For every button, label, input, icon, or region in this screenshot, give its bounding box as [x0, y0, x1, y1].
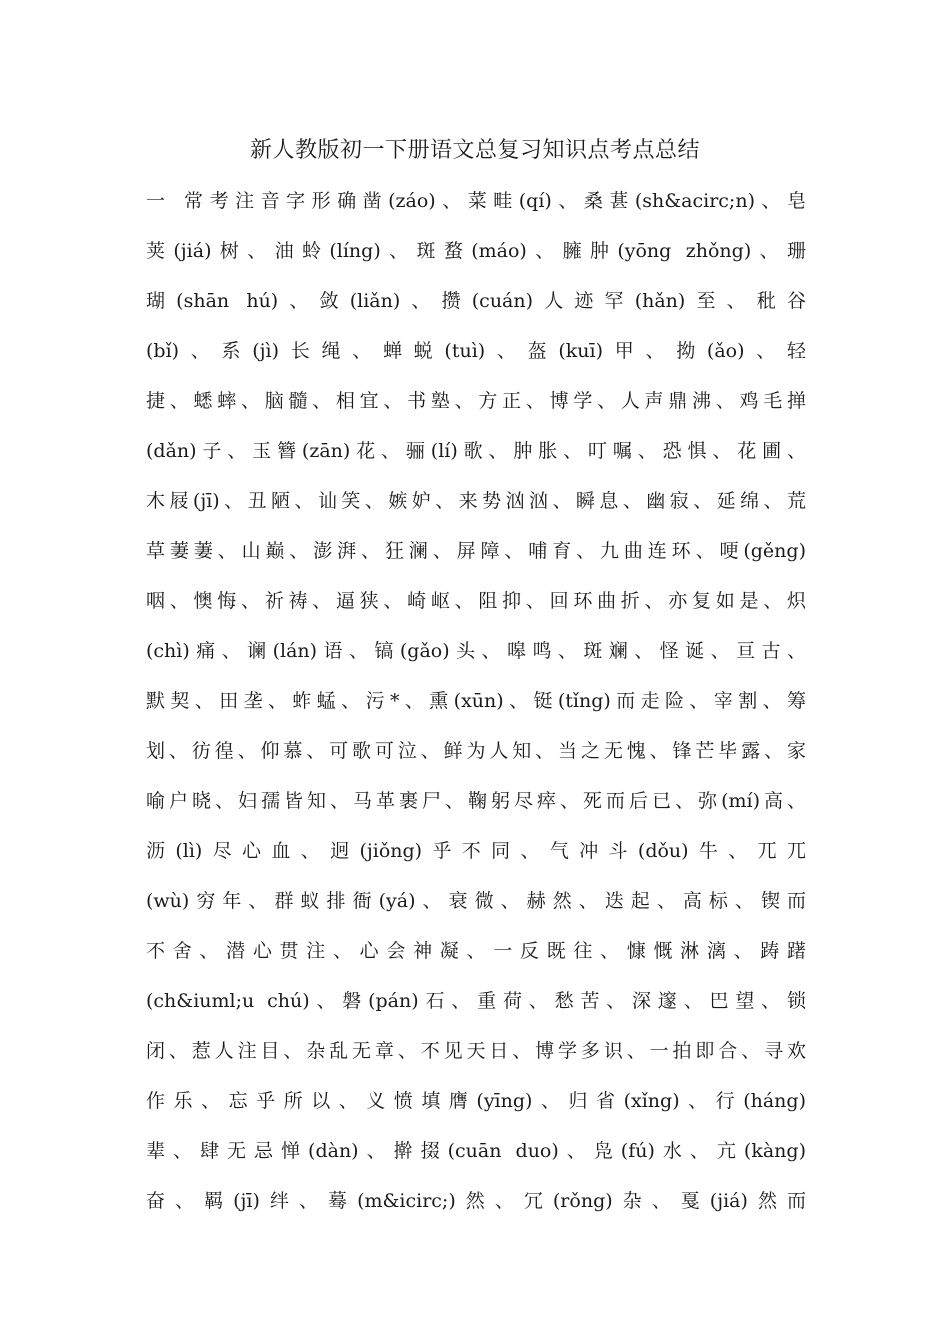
- text-line: 闭、惹人注目、杂乱无章、不见天日、博学多识、一拍即合、寻欢: [146, 1040, 806, 1062]
- text-line: 辈、肆无忌惮(dàn)、擀掇(cuān duo)、凫(fú)水、亢(kàng): [146, 1140, 806, 1162]
- document-title: 新人教版初一下册语文总复习知识点考点总结: [249, 138, 700, 163]
- text-line: 不舍、潜心贯注、心会神凝、一反既往、慷慨淋漓、踌躇: [146, 940, 806, 962]
- text-line: (dǎn)子、玉簪(zān)花、骊(lí)歌、肿胀、叮嘱、恐惧、花圃、: [146, 440, 806, 462]
- text-line: (bǐ)、系(jì)长绳、蝉蜕(tuì)、盔(kuī)甲、拗(ǎo)、轻: [146, 340, 806, 362]
- text-line: (wù)穷年、群蚁排衙(yá)、衰微、赫然、迭起、高标、锲而: [146, 890, 806, 912]
- text-line: (chì)痛、谰(lán)语、镐(gǎo)头、嗥鸣、斑斓、怪诞、亘古、: [146, 640, 806, 662]
- text-line: 沥(lì)尽心血、迥(jiǒng)乎不同、气冲斗(dǒu)牛、兀兀: [146, 840, 806, 862]
- text-line: 瑚(shān hú)、敛(liǎn)、攒(cuán)人迹罕(hǎn)至、秕谷: [146, 290, 806, 312]
- text-line: 木屐(jī)、丑陋、讪笑、嫉妒、来势汹汹、瞬息、幽寂、延绵、荒: [146, 490, 806, 512]
- text-line: 捷、蟋蟀、脑髓、相宜、书塾、方正、博学、人声鼎沸、鸡毛掸: [146, 390, 806, 412]
- text-line: 荚(jiá)树、油蛉(líng)、斑蝥(máo)、臃肿(yōng zhǒng)、珊: [146, 240, 806, 262]
- text-line: 咽、懊悔、祈祷、逼狭、崎岖、阻抑、回环曲折、亦复如是、炽: [146, 590, 806, 612]
- text-line: 一 常考注音字形确凿(záo)、菜畦(qí)、桑葚(sh&acirc;n)、皂: [146, 190, 806, 212]
- text-line: 喻户晓、妇孺皆知、马革裹尸、鞠躬尽瘁、死而后已、弥(mí)高、: [146, 790, 806, 812]
- text-line: 奋、羁(jī)绊、蓦(m&icirc;)然、冗(rǒng)杂、戛(jiá)然而: [146, 1190, 806, 1212]
- document-body: [146, 184, 806, 1234]
- text-line: 草萋萋、山巅、澎湃、狂澜、屏障、哺育、九曲连环、哽(gěng): [146, 540, 806, 562]
- text-line: (ch&iuml;u chú)、磐(pán)石、重荷、愁苦、深邃、巴望、锁: [146, 990, 806, 1012]
- text-line: 默契、田垄、蚱蜢、污*、熏(xūn)、铤(tǐng)而走险、宰割、筹: [146, 690, 806, 712]
- text-line: 作乐、忘乎所以、义愤填膺(yīng)、归省(xǐng)、行(háng): [146, 1090, 806, 1112]
- text-line: 划、彷徨、仰慕、可歌可泣、鲜为人知、当之无愧、锋芒毕露、家: [146, 740, 806, 762]
